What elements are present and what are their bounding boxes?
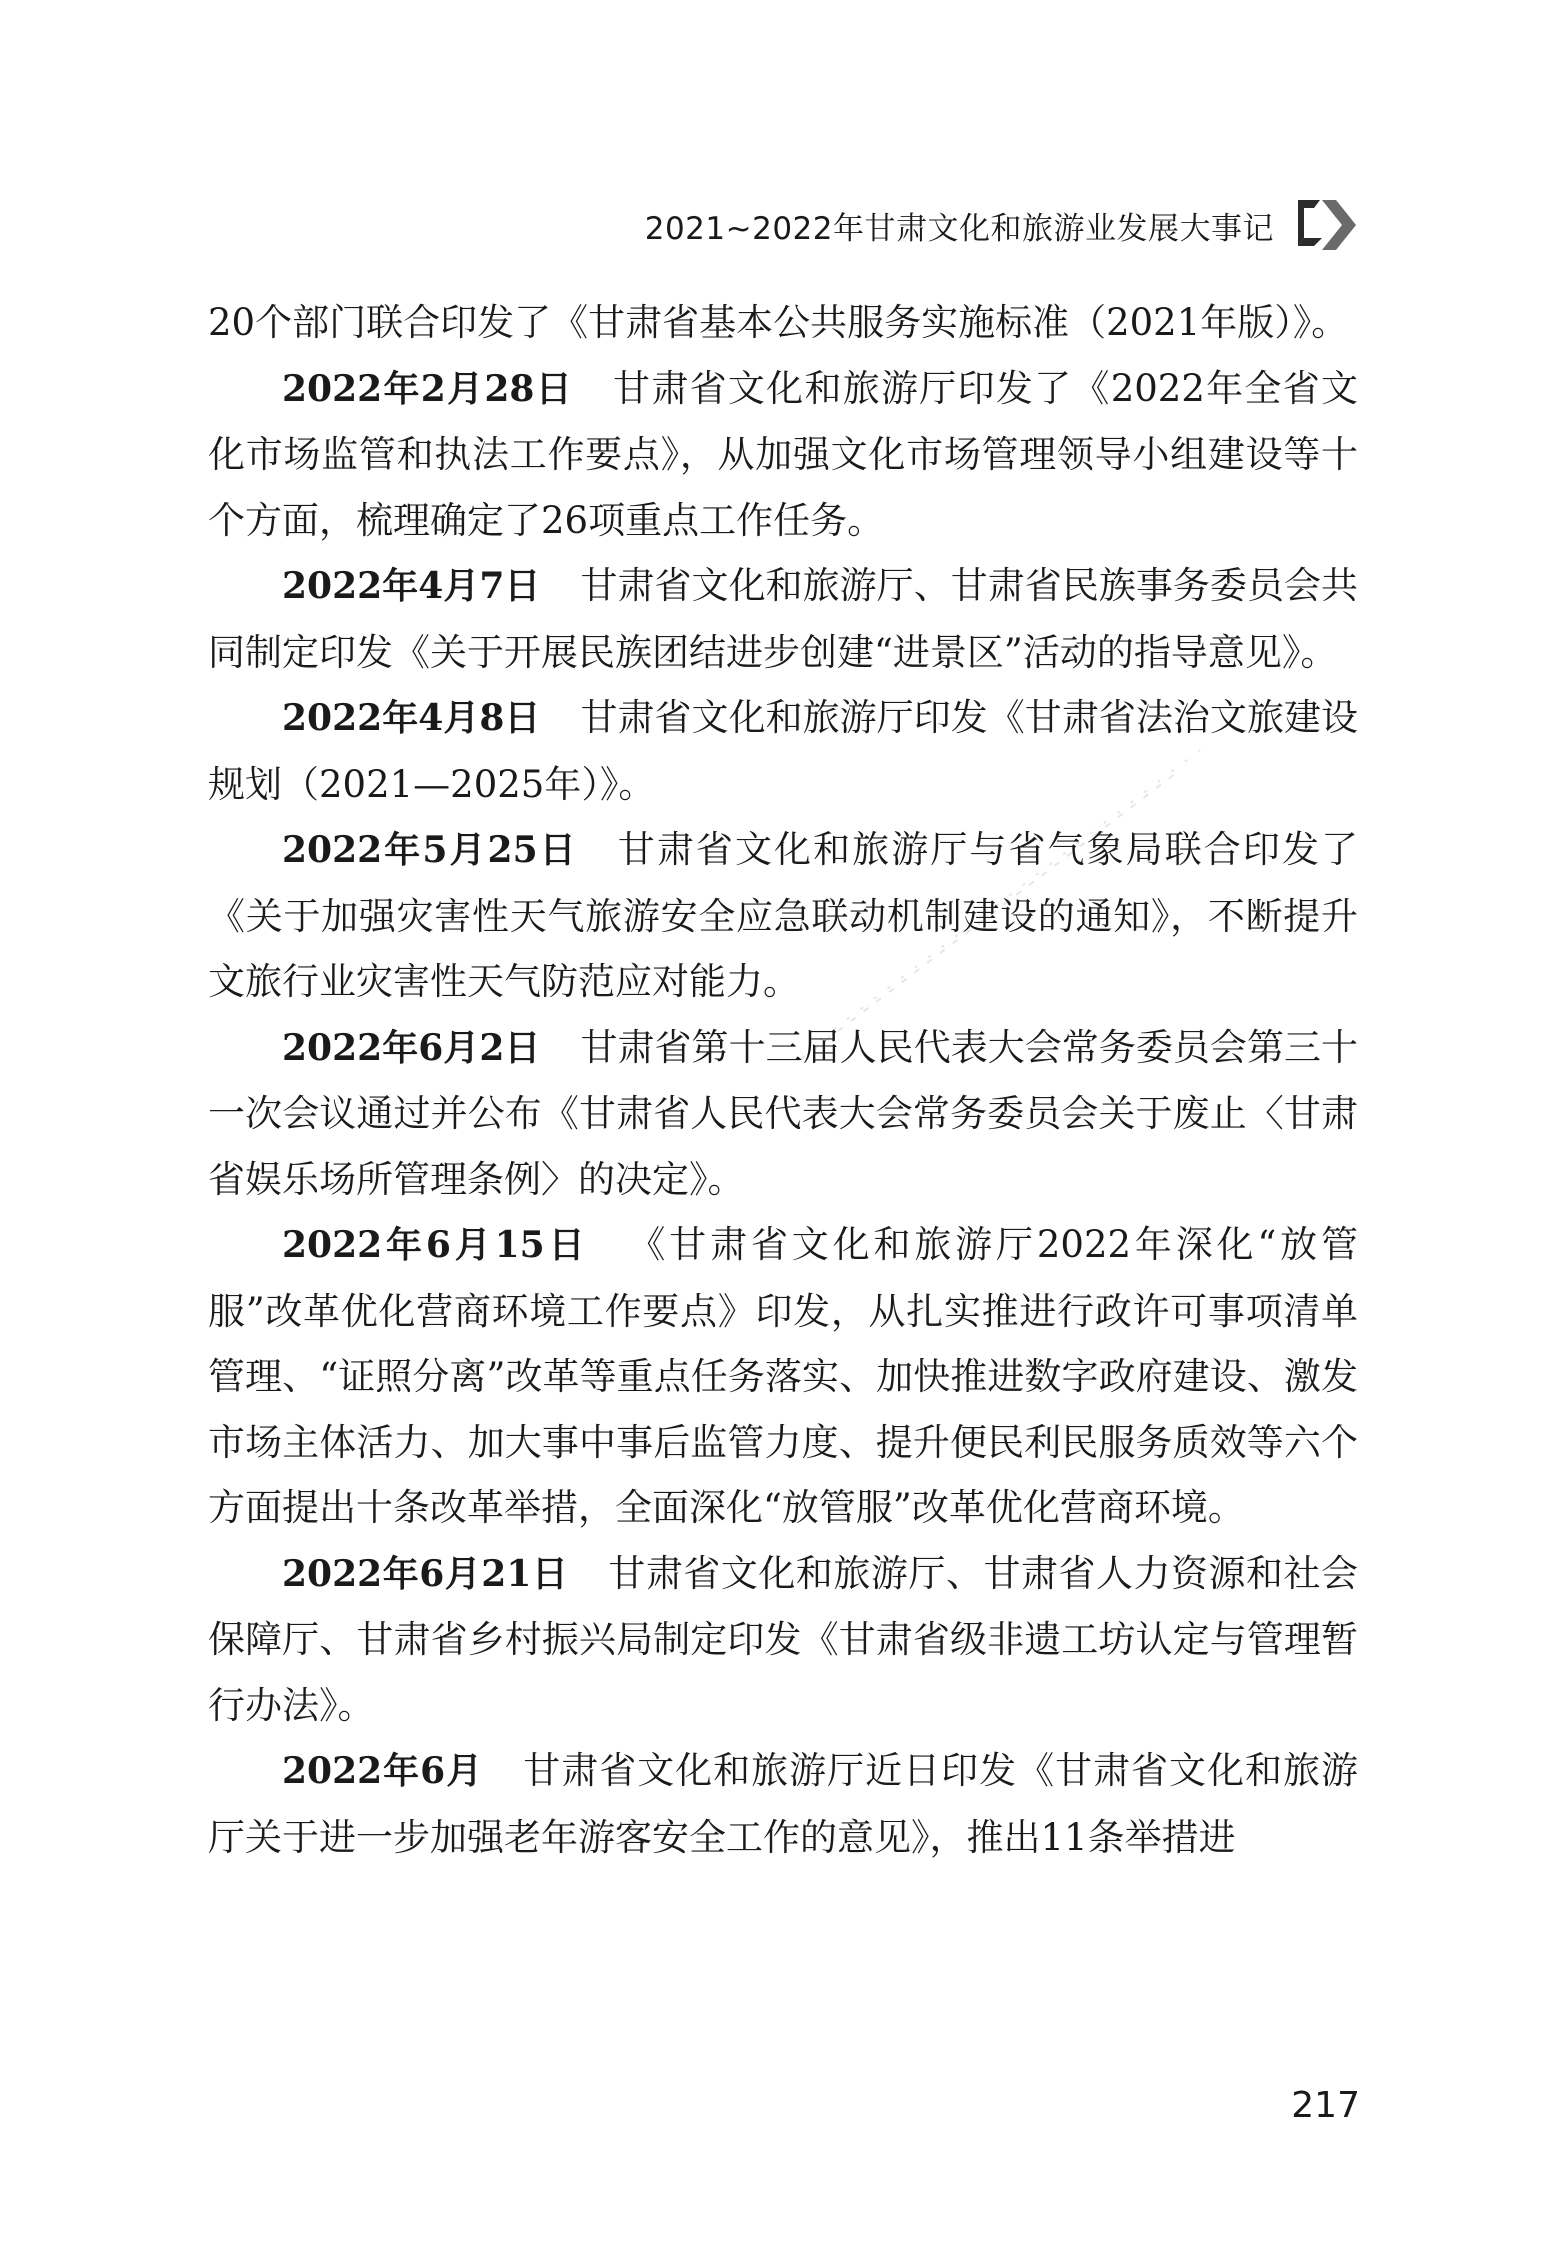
- event-entry: [208, 1015, 1358, 1213]
- event-text: 甘肃省文化和旅游厅印发《甘肃省法治文旅建设规划（2021—2025年）》。: [208, 696, 1359, 806]
- event-date: 2022年5月25日: [282, 829, 578, 871]
- event-date: 2022年2月28日: [282, 367, 574, 410]
- body-content: [208, 290, 1358, 1870]
- event-date: 2022年6月: [282, 1750, 484, 1792]
- event-entry: [208, 1541, 1358, 1739]
- event-text: 甘肃省第十三届人民代表大会常务委员会第三十一次会议通过并公布《甘肃省人民代表大会常务委员会关于废止〈甘肃省娱乐场所管理条例〉的决定》。: [208, 1025, 1359, 1201]
- event-date: 2022年6月2日: [282, 1026, 541, 1069]
- event-text: 甘肃省文化和旅游厅与省气象局联合印发了《关于加强灾害性天气旅游安全应急联动机制建设的通知》，不断提升文旅行业灾害性天气防范应对能力。: [208, 828, 1359, 1003]
- event-text: 《甘肃省文化和旅游厅2022年深化“放管服”改革优化营商环境工作要点》印发，从扎实推进行政许可事项清单管理、“证照分离”改革等重点任务落实、加快推进数字政府建设、激发市场主体活力、加大事中事后监管力度、提升便民利民服务质效等六个方面提出十条改革举措，全面深化“放管服”改革优化营商环境。: [208, 1223, 1359, 1529]
- intro-paragraph: 20个部门联合印发了《甘肃省基本公共服务实施标准（2021年版）》。: [208, 301, 1349, 344]
- event-entry: [208, 1738, 1358, 1870]
- event-text: 甘肃省文化和旅游厅印发了《2022年全省文化市场监管和执法工作要点》，从加强文化市场管理领导小组建设等十个方面，梳理确定了26项重点工作任务。: [208, 366, 1359, 542]
- event-entry: [208, 553, 1358, 685]
- running-header: [200, 190, 1360, 260]
- event-entry: [208, 1212, 1358, 1541]
- event-text: 甘肃省文化和旅游厅、甘肃省人力资源和社会保障厅、甘肃省乡村振兴局制定印发《甘肃省级非遗工坊认定与管理暂行办法》。: [208, 1551, 1359, 1727]
- chapter-arrow-icon: [1292, 196, 1360, 254]
- event-entry: [208, 356, 1358, 554]
- event-date: 2022年6月21日: [282, 1552, 569, 1595]
- event-date: 2022年6月15日: [282, 1224, 589, 1266]
- event-date: 2022年4月7日: [282, 565, 541, 607]
- event-text: 甘肃省文化和旅游厅、甘肃省民族事务委员会共同制定印发《关于开展民族团结进步创建“进景区”活动的指导意见》。: [208, 564, 1359, 674]
- running-header-title: 2021~2022年甘肃文化和旅游业发展大事记: [644, 210, 1274, 247]
- page-number: 217: [1291, 2085, 1360, 2126]
- event-date: 2022年4月8日: [282, 697, 541, 739]
- event-entry: [208, 817, 1358, 1015]
- event-text: 甘肃省文化和旅游厅近日印发《甘肃省文化和旅游厅关于进一步加强老年游客安全工作的意见》，推出11条举措进: [208, 1749, 1359, 1859]
- event-entry: [208, 685, 1358, 817]
